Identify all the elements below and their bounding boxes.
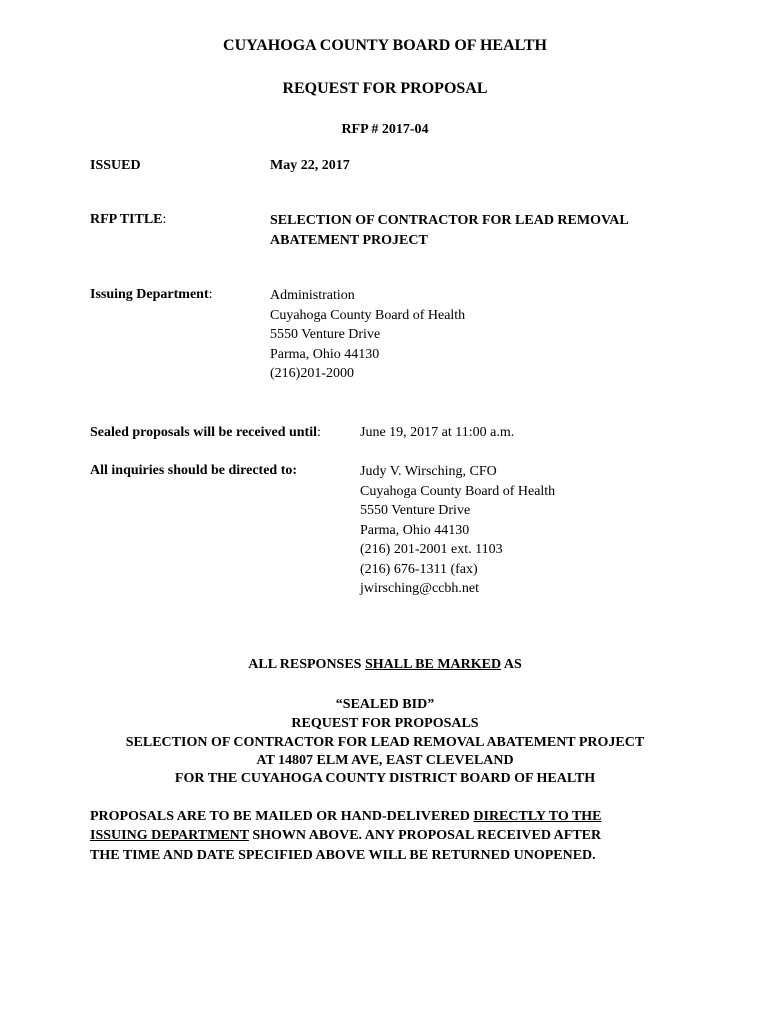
rfp-title-colon: : xyxy=(162,212,167,227)
instructions-line-1 xyxy=(90,808,602,826)
issuing-department-address xyxy=(270,286,465,384)
issuing-department-colon: : xyxy=(208,287,213,302)
address-line: Parma, Ohio 44130 xyxy=(270,346,380,362)
sealed-label-row xyxy=(90,424,321,442)
contact-line: Cuyahoga County Board of Health xyxy=(360,483,556,499)
instructions-underlined: ISSUING DEPARTMENT xyxy=(90,828,249,843)
marking-post: AS xyxy=(501,657,522,672)
rfp-title-label-row xyxy=(90,211,166,229)
rfp-title-label: RFP TITLE xyxy=(90,212,163,227)
issued-date: May 22, 2017 xyxy=(270,158,350,173)
address-line: 5550 Venture Drive xyxy=(270,327,381,342)
org-title: CUYAHOGA COUNTY BOARD OF HEALTH xyxy=(223,37,547,54)
instructions-line-2 xyxy=(90,827,601,845)
inquiries-label: All inquiries should be directed to: xyxy=(90,463,298,478)
issuing-department-label-row xyxy=(90,286,213,304)
rfp-title-line: ABATEMENT PROJECT xyxy=(270,232,428,248)
marking-line: FOR THE CUYAHOGA COUNTY DISTRICT BOARD OF HEALTH xyxy=(174,771,596,786)
marking-line: AT 14807 ELM AVE, EAST CLEVELAND xyxy=(256,753,514,768)
address-line: Administration xyxy=(270,288,355,303)
marking-underlined: SHALL BE MARKED xyxy=(364,657,502,672)
contact-line: Judy V. Wirsching, CFO xyxy=(360,464,497,479)
inquiries-contact xyxy=(360,462,555,599)
rfp-number: RFP # 2017-04 xyxy=(341,122,429,137)
instructions-text: SHOWN ABOVE. ANY PROPOSAL RECEIVED AFTER xyxy=(248,828,602,843)
contact-line: Parma, Ohio 44130 xyxy=(360,522,470,538)
sealed-deadline: June 19, 2017 at 11:00 a.m. xyxy=(360,425,515,440)
contact-email: jwirsching@ccbh.net xyxy=(360,581,480,596)
contact-line: (216) 201-2001 ext. 1103 xyxy=(360,542,503,557)
marking-line: “SEALED BID” xyxy=(335,697,435,712)
marking-line: SELECTION OF CONTRACTOR FOR LEAD REMOVAL ABATEMENT PROJECT xyxy=(125,735,645,750)
marking-line: REQUEST FOR PROPOSALS xyxy=(291,716,479,731)
issuing-department-label: Issuing Department xyxy=(90,287,209,302)
marking-pre: ALL RESPONSES xyxy=(248,657,365,672)
instructions-text: PROPOSALS ARE TO BE MAILED OR HAND-DELIVERED xyxy=(90,809,474,824)
instructions-line-3: THE TIME AND DATE SPECIFIED ABOVE WILL BE RETURNED UNOPENED. xyxy=(90,848,596,863)
contact-line: 5550 Venture Drive xyxy=(360,503,471,518)
sealed-colon: : xyxy=(317,425,321,440)
contact-line: (216) 676-1311 (fax) xyxy=(360,561,478,577)
issued-label: ISSUED xyxy=(90,158,141,173)
rfp-title-line: SELECTION OF CONTRACTOR FOR LEAD REMOVAL xyxy=(270,213,629,228)
rfp-title-value xyxy=(270,211,629,250)
address-line: (216)201-2000 xyxy=(270,366,354,381)
sealed-label: Sealed proposals will be received until xyxy=(90,425,317,440)
address-line: Cuyahoga County Board of Health xyxy=(270,307,466,323)
doc-type-title: REQUEST FOR PROPOSAL xyxy=(282,80,488,97)
marking-heading xyxy=(0,656,770,674)
instructions-underlined: DIRECTLY TO THE xyxy=(473,809,602,824)
